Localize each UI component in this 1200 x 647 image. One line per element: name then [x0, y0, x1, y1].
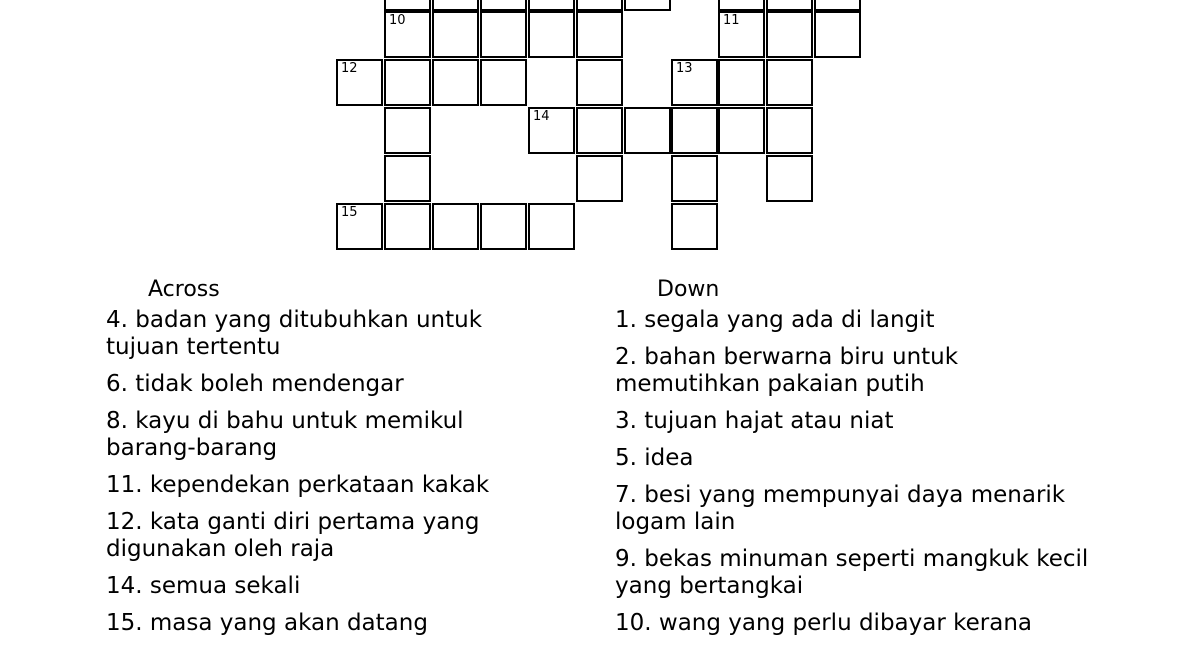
cell-number: 15 — [341, 205, 358, 220]
crossword-cell[interactable] — [336, 203, 383, 250]
crossword-cell[interactable] — [718, 0, 765, 11]
crossword-cell[interactable] — [624, 0, 671, 11]
across-clue: 6. tidak boleh mendengar — [106, 371, 404, 397]
down-clue: 1. segala yang ada di langit — [615, 307, 935, 333]
crossword-cell[interactable] — [576, 59, 623, 106]
across-clue: 15. masa yang akan datang — [106, 610, 428, 636]
cell-number: 12 — [341, 61, 358, 76]
crossword-cell[interactable] — [480, 0, 527, 11]
crossword-cell[interactable] — [814, 0, 861, 11]
crossword-cell[interactable] — [718, 11, 765, 58]
crossword-cell[interactable] — [528, 107, 575, 154]
cell-number: 14 — [533, 109, 550, 124]
down-heading: Down — [657, 277, 720, 302]
crossword-cell[interactable] — [432, 11, 479, 58]
down-clues-section — [615, 276, 1105, 647]
cell-number: 13 — [676, 61, 693, 76]
crossword-cell[interactable] — [432, 59, 479, 106]
down-clue: 9. bekas minuman seperti mangkuk kecil yang bertangkai — [615, 546, 1089, 599]
crossword-cell[interactable] — [766, 11, 813, 58]
down-clue: 7. besi yang mempunyai daya menarik logam lain — [615, 482, 1066, 535]
crossword-cell[interactable] — [718, 59, 765, 106]
crossword-cell[interactable] — [384, 11, 431, 58]
crossword-cell[interactable] — [766, 155, 813, 202]
across-clue: 12. kata ganti diri pertama yang digunakan oleh raja — [106, 509, 480, 562]
crossword-cell[interactable] — [671, 155, 718, 202]
across-clue: 4. badan yang ditubuhkan untuk tujuan tertentu — [106, 307, 483, 360]
crossword-cell[interactable] — [384, 155, 431, 202]
crossword-cell[interactable] — [432, 203, 479, 250]
down-clue: 3. tujuan hajat atau niat — [615, 408, 894, 434]
crossword-cell[interactable] — [576, 11, 623, 58]
crossword-cell[interactable] — [384, 107, 431, 154]
crossword-cell[interactable] — [576, 107, 623, 154]
crossword-cell[interactable] — [624, 107, 671, 154]
crossword-cell[interactable] — [528, 203, 575, 250]
across-heading: Across — [148, 277, 220, 302]
down-clue: 5. idea — [615, 445, 694, 471]
crossword-cell[interactable] — [528, 11, 575, 58]
crossword-cell[interactable] — [766, 0, 813, 11]
crossword-cell[interactable] — [384, 59, 431, 106]
cell-number: 10 — [389, 13, 406, 28]
crossword-cell[interactable] — [480, 59, 527, 106]
down-clue: 10. wang yang perlu dibayar kerana — [615, 610, 1032, 636]
crossword-cell[interactable] — [432, 0, 479, 11]
crossword-cell[interactable] — [671, 59, 718, 106]
across-clue: 8. kayu di bahu untuk memikul barang-barang — [106, 408, 464, 461]
crossword-cell[interactable] — [336, 59, 383, 106]
crossword-cell[interactable] — [671, 203, 718, 250]
crossword-cell[interactable] — [766, 107, 813, 154]
crossword-cell[interactable] — [718, 107, 765, 154]
across-clue: 11. kependekan perkataan kakak — [106, 472, 490, 498]
crossword-cell[interactable] — [384, 0, 431, 11]
down-clue: 2. bahan berwarna biru untuk memutihkan pakaian putih — [615, 344, 959, 397]
across-clue: 14. semua sekali — [106, 573, 301, 599]
crossword-grid — [0, 0, 1200, 260]
crossword-cell[interactable] — [671, 107, 718, 154]
crossword-cell[interactable] — [528, 0, 575, 11]
crossword-cell[interactable] — [814, 11, 861, 58]
across-clues-section — [106, 276, 546, 647]
crossword-cell[interactable] — [384, 203, 431, 250]
cell-number: 11 — [723, 13, 740, 28]
crossword-cell[interactable] — [480, 203, 527, 250]
crossword-cell[interactable] — [766, 59, 813, 106]
crossword-cell[interactable] — [576, 0, 623, 11]
crossword-cell[interactable] — [480, 11, 527, 58]
crossword-cell[interactable] — [576, 155, 623, 202]
